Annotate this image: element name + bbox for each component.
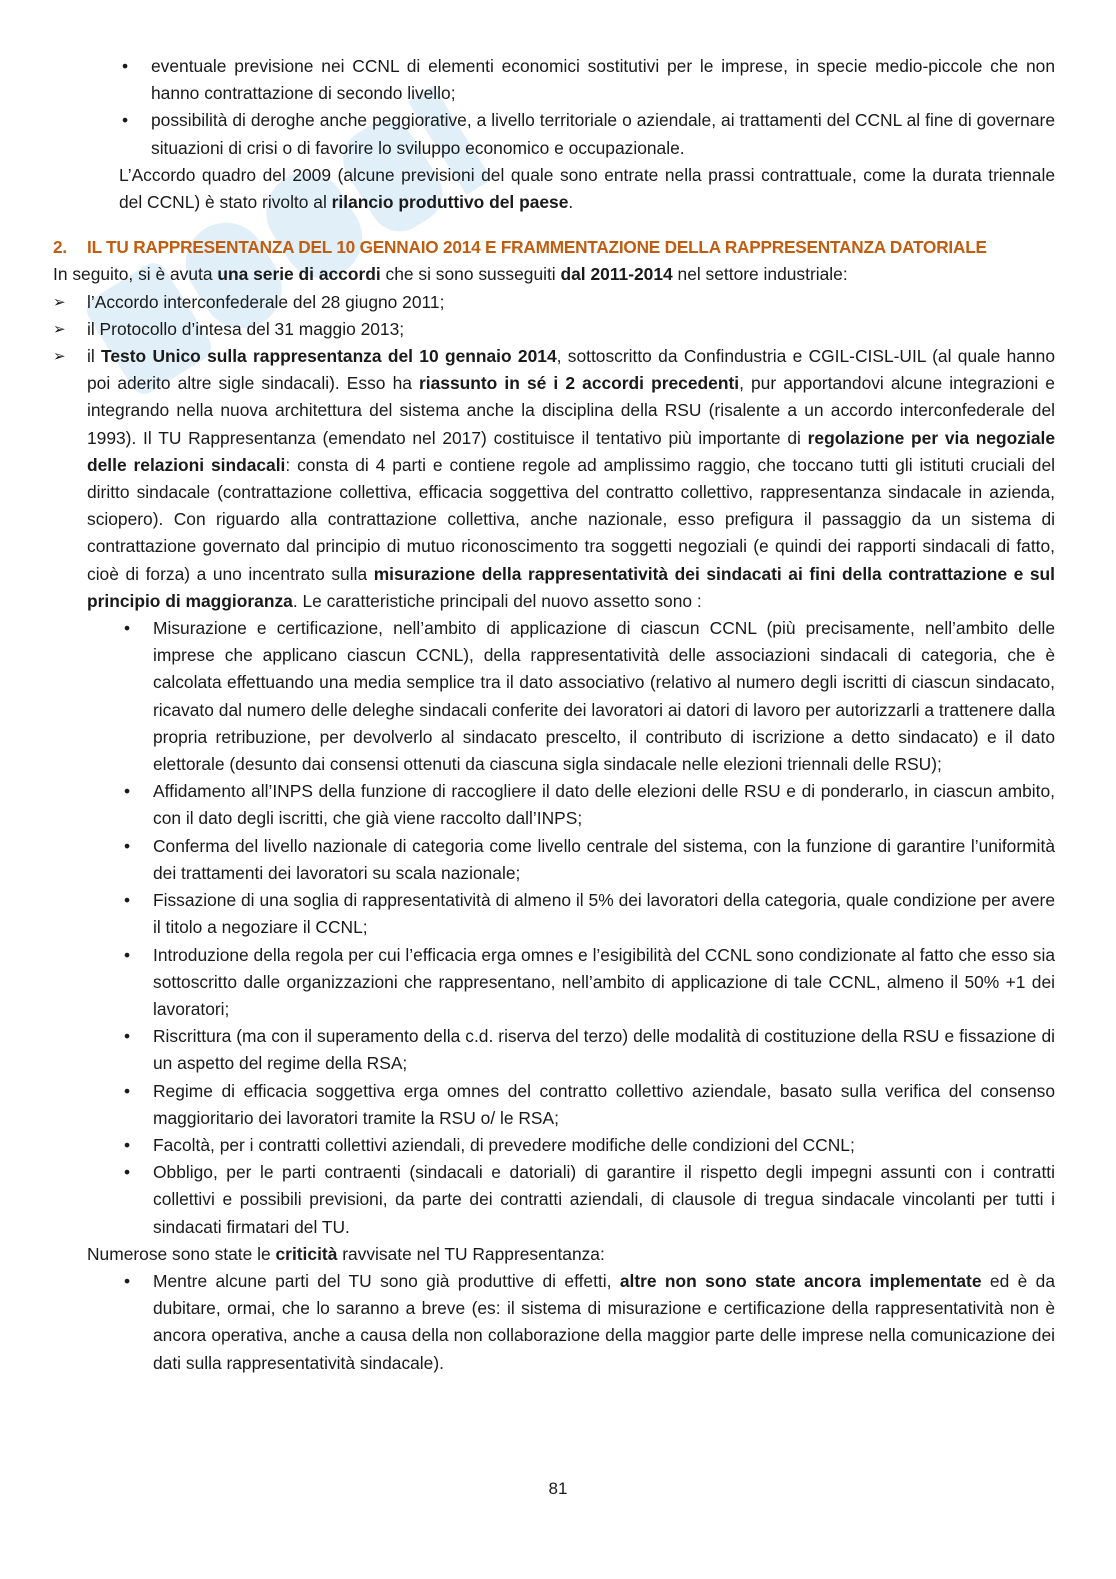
document-page — [53, 53, 1055, 1377]
section-heading: 2. IL TU RAPPRESENTANZA DEL 10 GENNAIO 2014 E FRAMMENTAZIONE DELLA RAPPRESENTANZA DATORIALE — [53, 237, 987, 258]
features-list — [87, 615, 1055, 1241]
list-item: • Riscrittura (ma con il superamento della c.d. riserva del terzo) delle modalità di costituzione della RSU e fissazione di un aspetto del regime della RSA; — [87, 1023, 1055, 1077]
list-item: • possibilità di deroghe anche peggiorative, a livello territoriale o aziendale, ai trattamenti del CCNL al fine di governare situazioni di crisi o di favorire lo sviluppo economico e occupazionale. — [53, 107, 1055, 161]
intro-paragraph: In seguito, si è avuta una serie di accordi che si sono susseguiti dal 2011-2014 nel settore industriale: — [53, 264, 848, 285]
top-bullet-list — [53, 53, 1055, 162]
bullet-icon: • — [123, 1026, 131, 1047]
accordo-paragraph: L’Accordo quadro del 2009 (alcune previsioni del quale sono entrate nella prassi contrattuale, come la durata triennale del CCNL) è stato rivolto al rilancio produttivo del paese. — [119, 164, 1055, 213]
page-number: 81 — [548, 1479, 568, 1498]
criticita-intro: Numerose sono state le criticità ravvisate nel TU Rappresentanza: — [87, 1243, 605, 1264]
list-item: • eventuale previsione nei CCNL di elementi economici sostitutivi per le imprese, in specie medio-piccole che non hanno contrattazione di secondo livello; — [53, 53, 1055, 107]
list-item: • Obbligo, per le parti contraenti (sindacali e datoriali) di garantire il rispetto degli impegni assunti con i contratti collettivi e possibili previsioni, da parte dei contratti aziendali, di clausole di tregua sindacale vincolanti per tutti i sindacati firmatari del TU. — [87, 1159, 1055, 1241]
bullet-icon: • — [123, 1270, 131, 1291]
list-item: • Regime di efficacia soggettiva erga omnes del contratto collettivo aziendale, basato sulla verifica del consenso maggioritario dei lavoratori tramite la RSU o/ le RSA; — [87, 1078, 1055, 1132]
list-item: • Facoltà, per i contratti collettivi aziendali, di prevedere modifiche delle condizioni del CCNL; — [87, 1132, 1055, 1159]
list-item: • Introduzione della regola per cui l’efficacia erga omnes e l’esigibilità del CCNL sono condizionate al fatto che esso sia sottoscritto dalle organizzazioni che rappresentano, nell’ambito di applicazione di tale CCNL, almeno il 50% +1 dei lavoratori; — [87, 942, 1055, 1024]
bullet-icon: • — [123, 1080, 131, 1101]
bullet-icon: • — [123, 890, 131, 911]
bullet-icon: • — [123, 944, 131, 965]
list-item: ➢ il Protocollo d’intesa del 31 maggio 2013; — [53, 316, 1055, 343]
list-item: ➢ l’Accordo interconfederale del 28 giugno 2011; — [53, 289, 1055, 316]
list-item: • Misurazione e certificazione, nell’ambito di applicazione di ciascun CCNL (più precisamente, nell’ambito delle imprese che applicano ciascun CCNL), della rappresentatività delle associazioni sindacali di categoria, che è calcolata effettuando una media semplice tra il dato associativo (relativo al numero degli iscritti di ciascun sindacato, ricavato dal numero delle deleghe sindacali conferite dei lavoratori ai datori di lavoro per autorizzarli a trattenere dalla propria retribuzione, per devolverlo al sindacato prescelto, il contributo di iscrizione a detto sindacato) e il dato elettorale (desunto dai consensi ottenuti da ciascuna sigla sindacale nelle elezioni triennali delle RSU); — [87, 615, 1055, 778]
list-item: • Mentre alcune parti del TU sono già produttive di effetti, altre non sono state ancora implementate ed è da dubitare, ormai, che lo saranno a breve (es: il sistema di misurazione e certificazione della rappresentatività non è ancora operativa, anche a causa della non collaborazione della maggior parte delle imprese nella comunicazione dei dati sulla rappresentatività sindacale). — [87, 1268, 1055, 1377]
arrow-bullet-icon: ➢ — [53, 348, 66, 366]
bullet-icon: • — [123, 835, 131, 856]
list-item: • Fissazione di una soglia di rappresentatività di almeno il 5% dei lavoratori della categoria, quale condizione per avere il titolo a negoziare il CCNL; — [87, 887, 1055, 941]
arrow-bullet-icon: ➢ — [53, 293, 66, 311]
bullet-icon: • — [123, 781, 131, 802]
bullet-icon: • — [123, 1162, 131, 1183]
list-item-testo-unico: ➢ il Testo Unico sulla rappresentanza del 10 gennaio 2014, sottoscritto da Confindustria e CGIL-CISL-UIL (al quale hanno poi aderito altre sigle sindacali). Esso ha riassunto in sé i 2 accordi precedenti, pur apportandovi alcune integrazioni e integrando nella nuova architettura del sistema anche la disciplina della RSU (risalente a un accordo interconfederale del 1993). Il TU Rappresentanza (emendato nel 2017) costituisce il tentativo più importante di regolazione per via negoziale delle relazioni sindacali: consta di 4 parti e contiene regole ad amplissimo raggio, che toccano tutti gli istituti cruciali del diritto sindacale (contrattazione collettiva, efficacia soggettiva del contratto collettivo, rappresentanza sindacale in azienda, sciopero). Con riguardo alla contrattazione collettiva, anche nazionale, esso prefigura il passaggio da un sistema di contrattazione governato dal principio di mutuo riconoscimento tra soggetti negoziali (e quindi dei rapporti sindacali di fatto, cioè di forza) a uno incentrato sulla misurazione della rappresentatività dei sindacati ai fini della contrattazione e sul principio di maggioranza. Le caratteristiche principali del nuovo assetto sono : • Misurazione e certificazione, nell’ambito di applicazione di ciascun CCNL (più precisamente, nell’ambito delle imprese che applicano ciascun CCNL), della rappresentatività delle associazioni sindacali di categoria, che è calcolata effettuando una media semplice tra il dato associativo (relativo al numero degli iscritti di ciascun sindacato, ricavato dal numero delle deleghe sindacali conferite dei lavoratori ai datori di lavoro per autorizzarli a trattenere dalla propria retribuzione, per devolverlo al sindacato prescelto, il contributo di iscrizione a detto sindacato) e il dato elettorale (desunto dai consensi ottenuti da ciascuna sigla sindacale nelle elezioni triennali delle RSU); • Affidamento all’INPS della funzione di raccogliere il dato delle elezioni delle RSU e di ponderarlo, in ciascun ambito, con il dato degli iscritti, che già viene raccolto dall’INPS; • Conferma del livello nazionale di categoria come livello centrale del sistema, con la funzione di garantire l’uniformità dei trattamenti dei lavoratori su scala nazionale; • Fissazione di una soglia di rappresentatività di almeno il 5% dei lavoratori della categoria, quale condizione per avere il titolo a negoziare il CCNL; • Introduzione della regola per cui l’efficacia erga omnes e l’esigibilità del CCNL sono condizionate al fatto che esso sia sottoscritto dalle organizzazioni che rappresentano, nell’ambito di applicazione di tale CCNL, almeno il 50% +1 dei lavoratori; • Riscrittura (ma con il superamento della c.d. riserva del terzo) delle modalità di costituzione della RSU e fissazione di un aspetto del regime della RSA; • Regime di efficacia soggettiva erga omnes del contratto collettivo aziendale, basato sulla verifica del consenso maggioritario dei lavoratori tramite la RSU o/ le RSA; • Facoltà, per i contratti collettivi aziendali, di prevedere modifiche delle condizioni del CCNL; • Obbligo, per le parti contraenti (sindacali e datoriali) di garantire il rispetto degli impegni assunti con i contratti collettivi e possibili previsioni, da parte dei contratti aziendali, di clausole di tregua sindacale vincolanti per tutti i sindacati firmatari del TU. Numerose sono state le criticità ravvisate nel TU Rappresentanza: • Mentre alcune parti del TU sono già produttive di effetti, altre non sono state ancora implementate ed è da dubitare, ormai, che lo saranno a breve (es: il sistema di misurazione e certificazione della rappresentatività non è ancora operativa, anche a causa della non collaborazione della maggior parte delle imprese nella comunicazione dei dati sulla rappresentatività sindacale). — [53, 343, 1055, 1377]
bullet-icon: • — [121, 110, 129, 131]
bullet-icon: • — [123, 1134, 131, 1155]
bullet-icon: • — [123, 618, 131, 639]
list-item: • Affidamento all’INPS della funzione di raccogliere il dato delle elezioni delle RSU e di ponderarlo, in ciascun ambito, con il dato degli iscritti, che già viene raccolto dall’INPS; — [87, 778, 1055, 832]
bullet-icon: • — [121, 56, 129, 76]
list-item: • Conferma del livello nazionale di categoria come livello centrale del sistema, con la funzione di garantire l’uniformità dei trattamenti dei lavoratori su scala nazionale; — [87, 833, 1055, 887]
criticita-list — [87, 1268, 1055, 1377]
accordi-list — [53, 289, 1055, 1377]
arrow-bullet-icon: ➢ — [53, 320, 66, 338]
